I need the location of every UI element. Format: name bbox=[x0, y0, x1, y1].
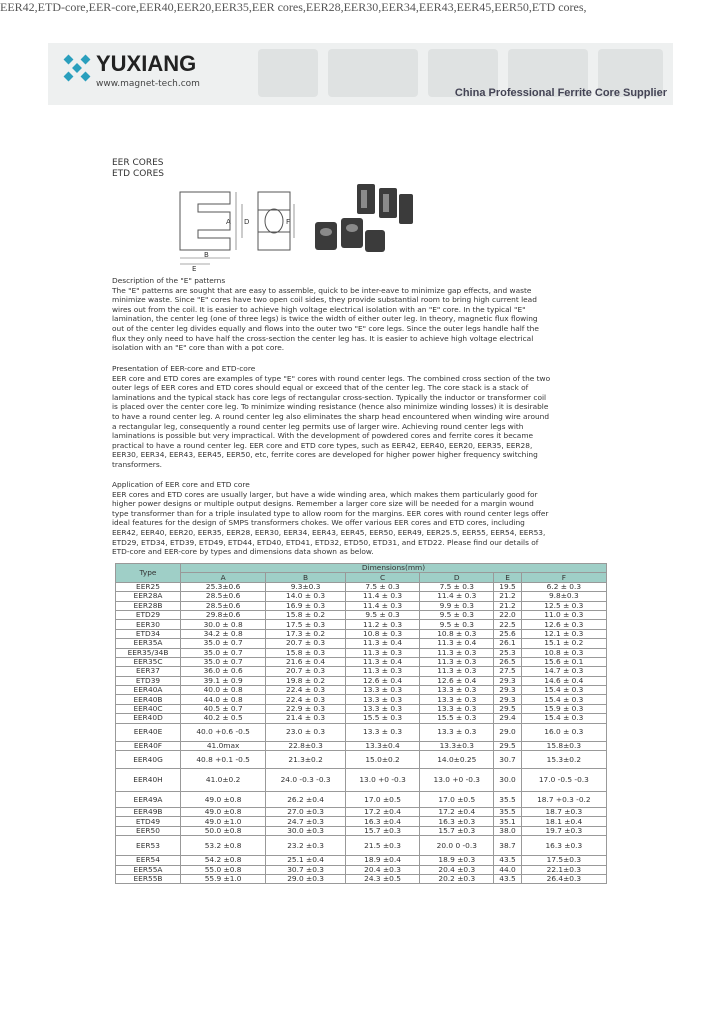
cell-e: 30.7 bbox=[494, 751, 521, 769]
table-row bbox=[116, 582, 607, 591]
cell-b: 21.4 ± 0.3 bbox=[266, 714, 346, 723]
cell-b: 20.7 ± 0.3 bbox=[266, 639, 346, 648]
cell-a: 55.9 ±1.0 bbox=[181, 874, 266, 883]
cell-b: 22.9 ± 0.3 bbox=[266, 704, 346, 713]
cell-d: 13.3±0.3 bbox=[420, 741, 494, 750]
cell-b: 29.0 ±0.3 bbox=[266, 874, 346, 883]
table-row bbox=[116, 676, 607, 685]
cell-f: 15.9 ± 0.3 bbox=[521, 704, 606, 713]
cell-f: 14.6 ± 0.4 bbox=[521, 676, 606, 685]
table-row bbox=[116, 769, 607, 792]
cell-c: 9.5 ± 0.3 bbox=[345, 610, 419, 619]
cell-b: 17.5 ± 0.3 bbox=[266, 620, 346, 629]
cell-d: 13.3 ± 0.3 bbox=[420, 695, 494, 704]
cell-a: 54.2 ±0.8 bbox=[181, 856, 266, 865]
cell-b: 23.0 ± 0.3 bbox=[266, 723, 346, 741]
cell-b: 30.0 ±0.3 bbox=[266, 826, 346, 835]
cell-d: 14.0±0.25 bbox=[420, 751, 494, 769]
cell-a: 50.0 ±0.8 bbox=[181, 826, 266, 835]
cell-c: 21.5 ±0.3 bbox=[345, 836, 419, 856]
core-headings bbox=[112, 158, 164, 180]
cell-type: EER49B bbox=[116, 808, 181, 817]
cell-c: 15.0±0.2 bbox=[345, 751, 419, 769]
cell-d: 13.3 ± 0.3 bbox=[420, 686, 494, 695]
section-title: Presentation of EER-core and ETD-core bbox=[112, 364, 256, 373]
cell-d: 12.6 ± 0.4 bbox=[420, 676, 494, 685]
col-f-header: F bbox=[521, 573, 606, 582]
cell-f: 15.4 ± 0.3 bbox=[521, 714, 606, 723]
cell-type: EER40B bbox=[116, 695, 181, 704]
cell-c: 20.4 ±0.3 bbox=[345, 865, 419, 874]
cell-type: ETD49 bbox=[116, 817, 181, 826]
dimensions-body bbox=[116, 582, 607, 884]
cell-c: 15.7 ±0.3 bbox=[345, 826, 419, 835]
cell-a: 28.5±0.6 bbox=[181, 592, 266, 601]
cell-type: EER55B bbox=[116, 874, 181, 883]
logo-icon bbox=[62, 53, 92, 87]
cell-f: 15.6 ± 0.1 bbox=[521, 657, 606, 666]
cell-type: EER28A bbox=[116, 592, 181, 601]
cell-e: 30.0 bbox=[494, 769, 521, 792]
cell-e: 38.7 bbox=[494, 836, 521, 856]
table-row bbox=[116, 836, 607, 856]
cell-b: 27.0 ±0.3 bbox=[266, 808, 346, 817]
cell-a: 49.0 ±0.8 bbox=[181, 808, 266, 817]
cell-a: 40.5 ± 0.7 bbox=[181, 704, 266, 713]
cell-c: 11.3 ± 0.4 bbox=[345, 657, 419, 666]
cell-e: 22.5 bbox=[494, 620, 521, 629]
header-banner bbox=[48, 43, 673, 105]
cell-e: 29.3 bbox=[494, 695, 521, 704]
cell-c: 10.8 ± 0.3 bbox=[345, 629, 419, 638]
section-body: EER core and ETD cores are examples of type "E" cores with round center legs. The combined cross section of the two outer legs of EER cores and ETD cores should equal or exceed that of the center leg. The core stack is a stack of laminations and the typical stack has core legs of rectangular cross-section. Typically the inductor or transformer coil is placed over the center core leg. To minimize winding resistance (hence also minimize winding losses) it is desirable to have a round center leg. A round center leg also eliminates the sharp head encountered when winding wire around a rectangular leg, consequently a round center leg permits use of larger wire. Achieving round center legs with laminations is possible but very impractical. With the development of powdered cores and ferrite cores it became practical to have a round center leg. EER core and ETD core types, such as EER42, EER40, EER20, EER35, EER28, EER30, EER34, EER43, EER45, EER50, etc, ferrite cores are developed for higher power higher frequency switching transformers. bbox=[112, 373, 551, 469]
cell-d: 11.3 ± 0.3 bbox=[420, 667, 494, 676]
cell-f: 16.0 ± 0.3 bbox=[521, 723, 606, 741]
heading-etd: ETD CORES bbox=[112, 169, 164, 179]
cell-f: 16.3 ±0.3 bbox=[521, 836, 606, 856]
cell-a: 49.0 ±1.0 bbox=[181, 817, 266, 826]
cell-type: ETD34 bbox=[116, 629, 181, 638]
cell-b: 20.7 ± 0.3 bbox=[266, 667, 346, 676]
cell-d: 9.5 ± 0.3 bbox=[420, 610, 494, 619]
description-section bbox=[112, 276, 552, 353]
cell-c: 13.3 ± 0.3 bbox=[345, 695, 419, 704]
presentation-section bbox=[112, 364, 552, 470]
cell-d: 20.4 ±0.3 bbox=[420, 865, 494, 874]
table-row bbox=[116, 667, 607, 676]
cell-type: EER40D bbox=[116, 714, 181, 723]
table-row bbox=[116, 817, 607, 826]
cell-type: EER49A bbox=[116, 792, 181, 808]
cell-c: 17.2 ±0.4 bbox=[345, 808, 419, 817]
cell-f: 18.1 ±0.4 bbox=[521, 817, 606, 826]
cell-d: 20.0 0 -0.3 bbox=[420, 836, 494, 856]
table-row bbox=[116, 723, 607, 741]
cell-a: 41.0±0.2 bbox=[181, 769, 266, 792]
cell-type: EER40C bbox=[116, 704, 181, 713]
cell-b: 15.8 ± 0.3 bbox=[266, 648, 346, 657]
cell-e: 35.5 bbox=[494, 808, 521, 817]
dimensions-table bbox=[115, 563, 607, 884]
dimensions-header: Dimensions(mm) bbox=[181, 564, 607, 573]
cell-e: 25.6 bbox=[494, 629, 521, 638]
cell-a: 35.0 ± 0.7 bbox=[181, 648, 266, 657]
cell-type: ETD29 bbox=[116, 610, 181, 619]
table-row bbox=[116, 808, 607, 817]
cell-d: 15.7 ±0.3 bbox=[420, 826, 494, 835]
cell-e: 29.3 bbox=[494, 676, 521, 685]
cell-a: 40.2 ± 0.5 bbox=[181, 714, 266, 723]
type-header: Type bbox=[116, 564, 181, 583]
application-section bbox=[112, 480, 552, 557]
cell-f: 15.4 ± 0.3 bbox=[521, 686, 606, 695]
cell-d: 11.3 ± 0.3 bbox=[420, 648, 494, 657]
cell-b: 17.3 ± 0.2 bbox=[266, 629, 346, 638]
cell-a: 25.3±0.6 bbox=[181, 582, 266, 591]
table-row bbox=[116, 792, 607, 808]
cell-a: 40.8 +0.1 -0.5 bbox=[181, 751, 266, 769]
cell-a: 40.0 +0.6 -0.5 bbox=[181, 723, 266, 741]
cell-type: EER50 bbox=[116, 826, 181, 835]
col-c-header: C bbox=[345, 573, 419, 582]
cell-type: EER55A bbox=[116, 865, 181, 874]
tagline: China Professional Ferrite Core Supplier bbox=[454, 87, 667, 99]
cell-f: 15.4 ± 0.3 bbox=[521, 695, 606, 704]
cell-c: 11.2 ± 0.3 bbox=[345, 620, 419, 629]
table-row bbox=[116, 714, 607, 723]
col-a-header: A bbox=[181, 573, 266, 582]
cell-e: 26.1 bbox=[494, 639, 521, 648]
cell-f: 12.5 ± 0.3 bbox=[521, 601, 606, 610]
cell-a: 36.0 ± 0.6 bbox=[181, 667, 266, 676]
cell-d: 16.3 ±0.3 bbox=[420, 817, 494, 826]
cell-b: 30.7 ±0.3 bbox=[266, 865, 346, 874]
label-d: D bbox=[244, 218, 250, 226]
banner-photo-2 bbox=[328, 49, 418, 97]
cell-d: 20.2 ±0.3 bbox=[420, 874, 494, 883]
cell-type: EER35C bbox=[116, 657, 181, 666]
cell-type: EER28B bbox=[116, 601, 181, 610]
cell-f: 17.0 -0.5 -0.3 bbox=[521, 769, 606, 792]
table-row bbox=[116, 751, 607, 769]
site-url[interactable]: www.magnet-tech.com bbox=[96, 79, 200, 89]
cell-e: 21.2 bbox=[494, 601, 521, 610]
cell-type: EER40A bbox=[116, 686, 181, 695]
cell-e: 21.2 bbox=[494, 592, 521, 601]
cell-a: 55.0 ±0.8 bbox=[181, 865, 266, 874]
cell-type: ETD39 bbox=[116, 676, 181, 685]
cell-a: 49.0 ±0.8 bbox=[181, 792, 266, 808]
cell-c: 13.3±0.4 bbox=[345, 741, 419, 750]
cell-a: 40.0 ± 0.8 bbox=[181, 686, 266, 695]
cell-e: 35.5 bbox=[494, 792, 521, 808]
cell-f: 6.2 ± 0.3 bbox=[521, 582, 606, 591]
cell-e: 44.0 bbox=[494, 865, 521, 874]
cell-f: 11.0 ± 0.3 bbox=[521, 610, 606, 619]
cell-b: 22.4 ± 0.3 bbox=[266, 695, 346, 704]
cell-type: EER40H bbox=[116, 769, 181, 792]
cell-type: EER35A bbox=[116, 639, 181, 648]
cell-b: 16.9 ± 0.3 bbox=[266, 601, 346, 610]
cell-e: 35.1 bbox=[494, 817, 521, 826]
cell-e: 43.5 bbox=[494, 874, 521, 883]
table-row bbox=[116, 874, 607, 883]
cell-c: 24.3 ±0.5 bbox=[345, 874, 419, 883]
cell-type: EER25 bbox=[116, 582, 181, 591]
table-row bbox=[116, 865, 607, 874]
cell-f: 17.5±0.3 bbox=[521, 856, 606, 865]
cell-f: 22.1±0.3 bbox=[521, 865, 606, 874]
cell-e: 29.0 bbox=[494, 723, 521, 741]
cell-e: 29.3 bbox=[494, 686, 521, 695]
cell-a: 35.0 ± 0.7 bbox=[181, 639, 266, 648]
cell-e: 19.5 bbox=[494, 582, 521, 591]
cell-c: 13.3 ± 0.3 bbox=[345, 686, 419, 695]
cell-b: 25.1 ±0.4 bbox=[266, 856, 346, 865]
cell-b: 14.0 ± 0.3 bbox=[266, 592, 346, 601]
cell-d: 9.5 ± 0.3 bbox=[420, 620, 494, 629]
cell-e: 38.0 bbox=[494, 826, 521, 835]
cell-type: EER53 bbox=[116, 836, 181, 856]
logo-text: YUXIANG bbox=[96, 51, 197, 76]
cell-a: 29.8±0.6 bbox=[181, 610, 266, 619]
cell-d: 13.0 +0 -0.3 bbox=[420, 769, 494, 792]
cell-c: 11.4 ± 0.3 bbox=[345, 592, 419, 601]
cell-type: EER30 bbox=[116, 620, 181, 629]
cell-c: 11.3 ± 0.4 bbox=[345, 639, 419, 648]
cell-f: 18.7 ±0.3 bbox=[521, 808, 606, 817]
cell-d: 7.5 ± 0.3 bbox=[420, 582, 494, 591]
cell-type: EER40E bbox=[116, 723, 181, 741]
table-row bbox=[116, 639, 607, 648]
cell-a: 34.2 ± 0.8 bbox=[181, 629, 266, 638]
cell-d: 13.3 ± 0.3 bbox=[420, 723, 494, 741]
table-row bbox=[116, 695, 607, 704]
heading-eer: EER CORES bbox=[112, 158, 164, 168]
cell-e: 29.5 bbox=[494, 741, 521, 750]
core-product-photo bbox=[305, 180, 415, 264]
cell-type: EER37 bbox=[116, 667, 181, 676]
cell-b: 22.4 ± 0.3 bbox=[266, 686, 346, 695]
label-a: A bbox=[226, 218, 231, 226]
cell-f: 10.8 ± 0.3 bbox=[521, 648, 606, 657]
cell-d: 11.4 ± 0.3 bbox=[420, 592, 494, 601]
cell-f: 19.7 ±0.3 bbox=[521, 826, 606, 835]
cell-d: 17.0 ±0.5 bbox=[420, 792, 494, 808]
section-title: Application of EER core and ETD core bbox=[112, 480, 250, 489]
cell-c: 17.0 ±0.5 bbox=[345, 792, 419, 808]
table-row bbox=[116, 704, 607, 713]
table-row bbox=[116, 610, 607, 619]
cell-e: 29.4 bbox=[494, 714, 521, 723]
cell-b: 19.8 ± 0.2 bbox=[266, 676, 346, 685]
cell-e: 22.0 bbox=[494, 610, 521, 619]
cell-e: 29.5 bbox=[494, 704, 521, 713]
cell-a: 44.0 ± 0.8 bbox=[181, 695, 266, 704]
cell-b: 22.8±0.3 bbox=[266, 741, 346, 750]
table-row bbox=[116, 601, 607, 610]
section-body: The "E" patterns are sought that are easy to assemble, quick to be inter-eave to minimize gap effects, and waste minimize waste. Since "E" cores have two open coil sides, they provide substantial room to bring high current lead wires out from the coil. It is easier to achieve high voltage electrical isolation with an "E" core. In the typical "E" lamination, the center leg (one of three legs) is twice the width of either outer leg. In theory, magnetic flux flowing out of the center leg divides equally and flows into the outer two "E" core legs. Since the outer legs handle half the flux they only need to have half the cross-section the center leg has. It is easier to achieve high voltage electrical isolation with an "E" core than with a pot core. bbox=[112, 285, 539, 353]
core-dimension-diagram bbox=[170, 182, 300, 276]
cell-type: EER54 bbox=[116, 856, 181, 865]
label-b: B bbox=[204, 251, 209, 259]
cell-c: 13.3 ± 0.3 bbox=[345, 704, 419, 713]
cell-f: 12.1 ± 0.3 bbox=[521, 629, 606, 638]
cell-b: 21.6 ± 0.4 bbox=[266, 657, 346, 666]
cell-c: 15.5 ± 0.3 bbox=[345, 714, 419, 723]
table-row bbox=[116, 856, 607, 865]
cell-type: EER35/34B bbox=[116, 648, 181, 657]
cell-f: 15.3±0.2 bbox=[521, 751, 606, 769]
cell-d: 15.5 ± 0.3 bbox=[420, 714, 494, 723]
banner-photo-1 bbox=[258, 49, 318, 97]
cell-a: 28.5±0.6 bbox=[181, 601, 266, 610]
cell-f: 15.8±0.3 bbox=[521, 741, 606, 750]
cell-a: 53.2 ±0.8 bbox=[181, 836, 266, 856]
section-body: EER cores and ETD cores are usually larger, but have a wide winding area, which makes them particularly good for higher power designs or multiple output designs. Remember a larger core size will be needed for a margin wound type transformer than for a triple insulated type to allow room for the margins. EER cores with round center legs offer ideal features for the design of SMPS transformers chokes. We offer various EER cores and ETD cores, including EER42, EER40, EER20, EER35, EER28, EER30, EER34, EER43, EER45, EER50, EER49, EER25.5, EER55, EER54, EER53, ETD29, ETD34, ETD39, ETD49, ETD44, ETD40, ETD41, ETD32, ETD50, ETD31, and ETD22. Please find our details of ETD-core and EER-core by types and dimensions data shown as below. bbox=[112, 489, 549, 557]
table-row bbox=[116, 620, 607, 629]
cell-b: 23.2 ±0.3 bbox=[266, 836, 346, 856]
cell-c: 11.3 ± 0.3 bbox=[345, 667, 419, 676]
cell-c: 7.5 ± 0.3 bbox=[345, 582, 419, 591]
table-row bbox=[116, 648, 607, 657]
cell-b: 21.3±0.2 bbox=[266, 751, 346, 769]
cell-type: EER40G bbox=[116, 751, 181, 769]
cell-d: 17.2 ±0.4 bbox=[420, 808, 494, 817]
cell-d: 10.8 ± 0.3 bbox=[420, 629, 494, 638]
cell-c: 16.3 ±0.4 bbox=[345, 817, 419, 826]
cell-d: 18.9 ±0.3 bbox=[420, 856, 494, 865]
cell-f: 26.4±0.3 bbox=[521, 874, 606, 883]
cell-d: 11.3 ± 0.4 bbox=[420, 639, 494, 648]
cell-a: 30.0 ± 0.8 bbox=[181, 620, 266, 629]
cell-e: 26.5 bbox=[494, 657, 521, 666]
cell-b: 24.0 -0.3 -0.3 bbox=[266, 769, 346, 792]
cell-a: 39.1 ± 0.9 bbox=[181, 676, 266, 685]
cell-f: 14.7 ± 0.3 bbox=[521, 667, 606, 676]
cell-e: 43.5 bbox=[494, 856, 521, 865]
cell-b: 26.2 ±0.4 bbox=[266, 792, 346, 808]
cell-c: 11.4 ± 0.3 bbox=[345, 601, 419, 610]
cell-d: 9.9 ± 0.3 bbox=[420, 601, 494, 610]
page-title: EER42,ETD-core,EER-core,EER40,EER20,EER35,EER cores,EER28,EER30,EER34,EER43,EER45,EER50,ETD cores, bbox=[0, 0, 587, 14]
cell-b: 9.3±0.3 bbox=[266, 582, 346, 591]
cell-f: 12.6 ± 0.3 bbox=[521, 620, 606, 629]
cell-f: 15.1 ± 0.2 bbox=[521, 639, 606, 648]
table-row bbox=[116, 741, 607, 750]
label-e: E bbox=[192, 265, 197, 272]
cell-c: 11.3 ± 0.3 bbox=[345, 648, 419, 657]
col-b-header: B bbox=[266, 573, 346, 582]
cell-d: 11.3 ± 0.3 bbox=[420, 657, 494, 666]
label-f: F bbox=[286, 218, 291, 226]
cell-c: 13.0 +0 -0.3 bbox=[345, 769, 419, 792]
cell-b: 24.7 ±0.3 bbox=[266, 817, 346, 826]
cell-c: 13.3 ± 0.3 bbox=[345, 723, 419, 741]
cell-d: 13.3 ± 0.3 bbox=[420, 704, 494, 713]
table-row bbox=[116, 592, 607, 601]
table-row bbox=[116, 629, 607, 638]
col-d-header: D bbox=[420, 573, 494, 582]
col-e-header: E bbox=[494, 573, 521, 582]
section-title: Description of the "E" patterns bbox=[112, 276, 226, 285]
cell-c: 18.9 ±0.4 bbox=[345, 856, 419, 865]
cell-c: 12.6 ± 0.4 bbox=[345, 676, 419, 685]
cell-e: 27.5 bbox=[494, 667, 521, 676]
cell-f: 9.8±0.3 bbox=[521, 592, 606, 601]
table-row bbox=[116, 826, 607, 835]
table-row bbox=[116, 686, 607, 695]
cell-a: 41.0max bbox=[181, 741, 266, 750]
cell-type: EER40F bbox=[116, 741, 181, 750]
cell-b: 15.8 ± 0.2 bbox=[266, 610, 346, 619]
cell-e: 25.3 bbox=[494, 648, 521, 657]
table-row bbox=[116, 657, 607, 666]
cell-a: 35.0 ± 0.7 bbox=[181, 657, 266, 666]
cell-f: 18.7 +0.3 -0.2 bbox=[521, 792, 606, 808]
